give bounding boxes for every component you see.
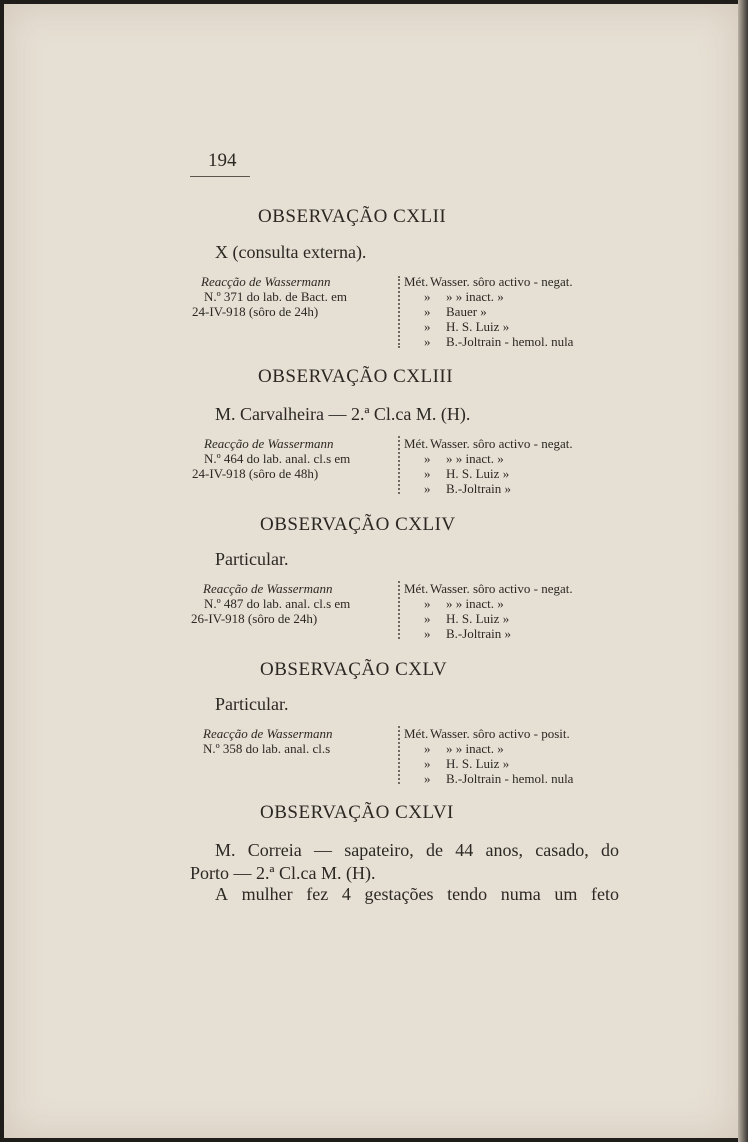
result-row (404, 334, 626, 349)
result-mark: » (424, 596, 431, 611)
word: A (215, 884, 228, 904)
word: numa (500, 884, 541, 904)
word: 44 (455, 840, 474, 860)
result-text: Wasser. sôro activo - negat. (430, 436, 573, 451)
dotted-separator (398, 726, 400, 784)
patient-obs-cxliii: M. Carvalheira — 2.ª Cl.ca M. (H). (215, 404, 471, 424)
reaction-title: Reacção de Wassermann (204, 436, 334, 451)
result-row (404, 304, 626, 319)
word: feto (590, 884, 619, 904)
word: mulher (241, 884, 293, 904)
result-row (404, 289, 626, 304)
result-text: B.-Joltrain - hemol. nula (446, 334, 574, 349)
result-text: B.-Joltrain - hemol. nula (446, 771, 574, 786)
reaction-left-cxliii (192, 436, 351, 481)
results-cxliv (404, 581, 626, 641)
reaction-lab: N.º 358 do lab. anal. cl.s (203, 741, 331, 756)
result-text: » » inact. » (446, 289, 504, 304)
word: casado, (535, 840, 589, 860)
word: Correia (247, 840, 302, 860)
results-cxlv (404, 726, 626, 786)
result-row (404, 741, 626, 756)
word: sapateiro, (344, 840, 414, 860)
result-text: Wasser. sôro activo - posit. (430, 726, 570, 741)
dotted-separator (398, 581, 400, 639)
result-row (404, 436, 626, 451)
result-row (404, 451, 626, 466)
result-row (404, 481, 626, 496)
result-row (404, 756, 626, 771)
reaction-date: 24-IV-918 (sôro de 48h) (192, 466, 319, 481)
result-mark: Mét. (404, 274, 429, 289)
result-text: » » inact. » (446, 596, 504, 611)
reaction-title: Reacção de Wassermann (203, 726, 333, 741)
word: um (554, 884, 578, 904)
word: do (600, 840, 619, 860)
result-text: » » inact. » (446, 451, 504, 466)
reaction-date: 24-IV-918 (sôro de 24h) (192, 304, 319, 319)
result-row (404, 274, 626, 289)
word: fez (306, 884, 329, 904)
patient-obs-cxlv: Particular. (215, 694, 289, 714)
dotted-separator (398, 436, 400, 494)
result-mark: » (424, 304, 431, 319)
result-row (404, 611, 626, 626)
result-row (404, 319, 626, 334)
word: 4 (341, 884, 351, 904)
word: — (314, 840, 332, 860)
result-mark: » (424, 451, 431, 466)
reaction-title: Reacção de Wassermann (203, 581, 333, 596)
result-row (404, 726, 626, 741)
result-mark: » (424, 319, 431, 334)
result-mark: Mét. (404, 436, 429, 451)
result-text: » » inact. » (446, 741, 504, 756)
result-mark: » (424, 626, 431, 641)
results-cxliii (404, 436, 626, 496)
result-text: B.-Joltrain » (446, 481, 511, 496)
result-row (404, 771, 626, 786)
result-text: H. S. Luiz » (446, 756, 510, 771)
heading-obs-cxlii: OBSERVAÇÃO CXLII (258, 206, 447, 227)
result-text: Wasser. sôro activo - negat. (430, 581, 573, 596)
result-row (404, 596, 626, 611)
result-mark: » (424, 771, 431, 786)
paragraph-line-1 (215, 840, 619, 861)
result-row (404, 581, 626, 596)
paragraph-line-3 (215, 884, 619, 905)
page-number-rule (190, 176, 250, 177)
word: gestações (364, 884, 434, 904)
heading-obs-cxlvi: OBSERVAÇÃO CXLVI (260, 802, 454, 823)
result-row (404, 626, 626, 641)
dotted-separator (398, 276, 400, 348)
reaction-lab: N.º 371 do lab. de Bact. em (204, 289, 348, 304)
word: M. (215, 840, 236, 860)
result-mark: Mét. (404, 581, 429, 596)
result-mark: » (424, 289, 431, 304)
result-text: B.-Joltrain » (446, 626, 511, 641)
result-mark: » (424, 466, 431, 481)
heading-obs-cxliv: OBSERVAÇÃO CXLIV (260, 514, 456, 535)
page-number: 194 (208, 150, 237, 171)
paragraph-line-2: Porto — 2.ª Cl.ca M. (H). (190, 863, 376, 883)
reaction-left-cxlii (192, 274, 348, 319)
page-edge-shadow (738, 0, 748, 1142)
patient-obs-cxlii: X (consulta externa). (215, 242, 367, 262)
result-text: H. S. Luiz » (446, 611, 510, 626)
result-row (404, 466, 626, 481)
patient-obs-cxliv: Particular. (215, 549, 289, 569)
word: tendo (447, 884, 488, 904)
result-mark: » (424, 741, 431, 756)
result-mark: » (424, 481, 431, 496)
reaction-lab: N.º 464 do lab. anal. cl.s em (204, 451, 351, 466)
result-mark: » (424, 756, 431, 771)
word: anos, (485, 840, 523, 860)
heading-obs-cxlv: OBSERVAÇÃO CXLV (260, 659, 448, 680)
reaction-date: 26-IV-918 (sôro de 24h) (191, 611, 318, 626)
result-mark: Mét. (404, 726, 429, 741)
result-mark: » (424, 334, 431, 349)
reaction-left-cxlv (203, 726, 333, 756)
heading-obs-cxliii: OBSERVAÇÃO CXLIII (258, 366, 454, 387)
result-mark: » (424, 611, 431, 626)
reaction-left-cxliv (191, 581, 351, 626)
reaction-title: Reacção de Wassermann (201, 274, 331, 289)
book-page (4, 4, 738, 1138)
result-text: Wasser. sôro activo - negat. (430, 274, 573, 289)
result-text: H. S. Luiz » (446, 466, 510, 481)
result-text: H. S. Luiz » (446, 319, 510, 334)
results-cxlii (404, 274, 626, 349)
reaction-lab: N.º 487 do lab. anal. cl.s em (204, 596, 351, 611)
result-text: Bauer » (446, 304, 487, 319)
word: de (425, 840, 443, 860)
